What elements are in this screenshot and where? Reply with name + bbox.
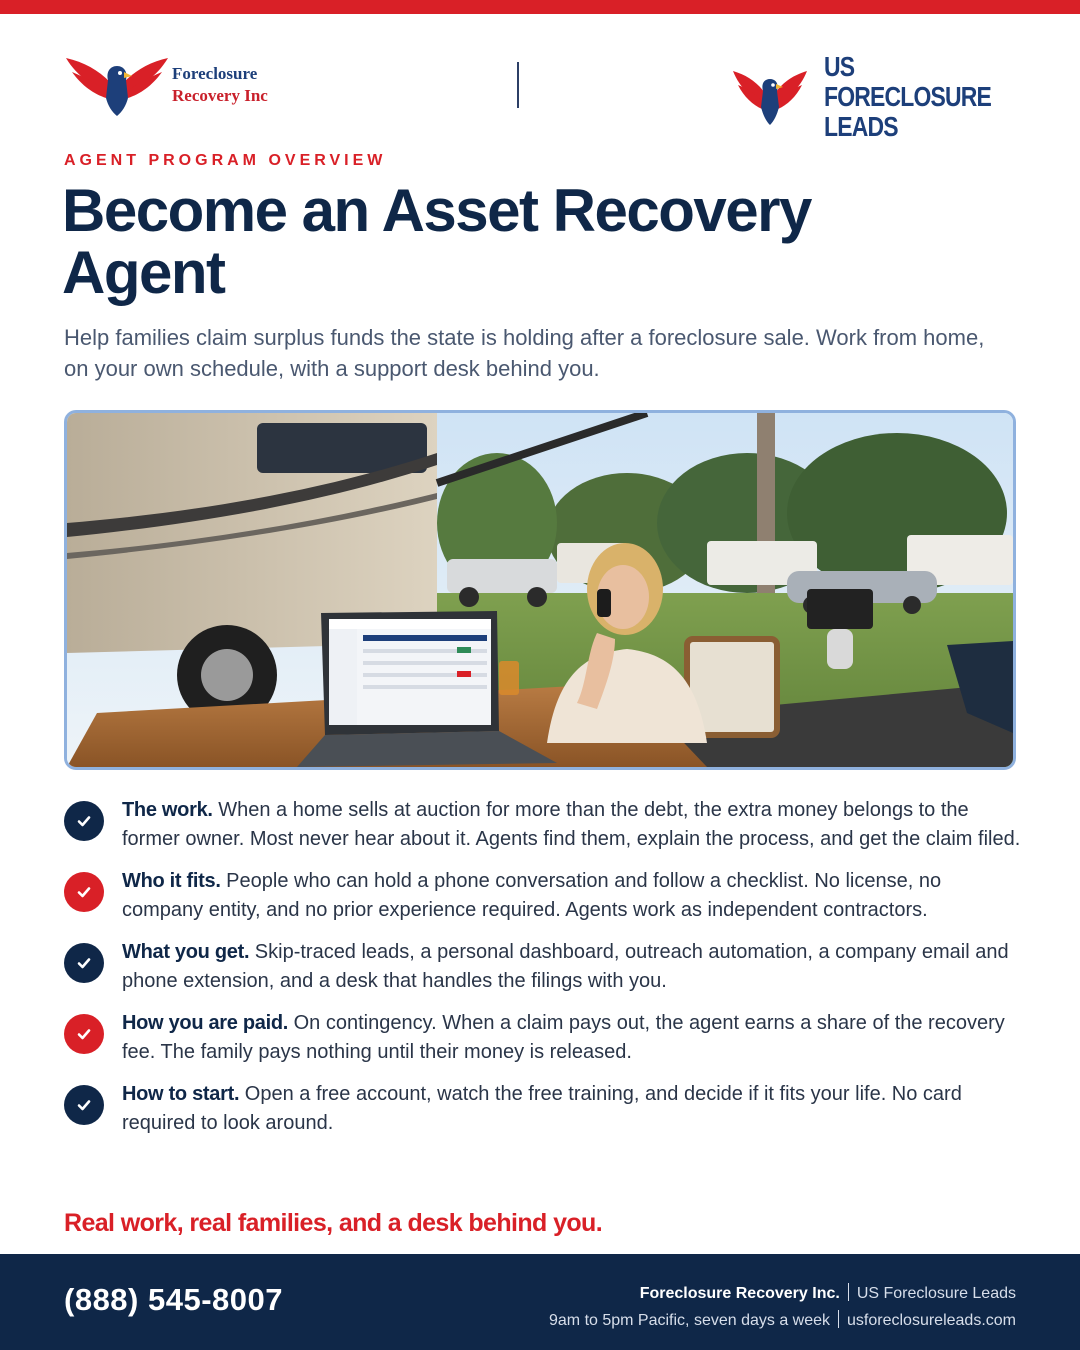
list-item-title: Who it fits.: [122, 870, 221, 892]
logo-left-line2: Recovery Inc: [172, 86, 268, 105]
page-subtitle: Help families claim surplus funds the state is holding after a foreclosure sale. Work from home, on your own schedule, with a support desk behind you.: [64, 325, 985, 381]
footer-separator: [848, 1283, 849, 1301]
logo-foreclosure-recovery: [64, 52, 268, 118]
list-item-text: [122, 1009, 1024, 1066]
top-accent-bar: [0, 0, 1080, 14]
check-icon: [64, 801, 104, 841]
hero-photo-illustration: [67, 413, 1013, 767]
check-icon: [64, 872, 104, 912]
list-item: [64, 867, 1024, 924]
check-icon: [64, 1014, 104, 1054]
phone-number[interactable]: (888) 545-8007: [64, 1282, 283, 1317]
list-item-body: When a home sells at auction for more than the debt, the extra money belongs to the former owner. Most never hear about it. Agents find them, explain the process, and get the claim filed.: [122, 799, 1021, 850]
list-item-title: How you are paid.: [122, 1012, 289, 1034]
list-item-title: What you get.: [122, 941, 250, 963]
page-title: [62, 177, 982, 306]
footer-separator: [838, 1310, 839, 1328]
list-item-text: [122, 867, 1024, 924]
eyebrow-label: AGENT PROGRAM OVERVIEW: [64, 152, 387, 169]
list-item: [64, 938, 1024, 995]
footer-hours: 9am to 5pm Pacific, seven days a week: [549, 1312, 831, 1329]
list-item-body: On contingency. When a claim pays out, the agent earns a share of the recovery fee. The family pays nothing until their money is released.: [122, 1012, 1005, 1063]
logo-left-line1: Foreclosure: [172, 64, 258, 83]
feature-list: [64, 796, 1024, 1151]
hero-photo: [64, 410, 1016, 770]
list-item-body: People who can hold a phone conversation and follow a checklist. No license, no company entity, and no prior experience required. Agents work as independent contractors.: [122, 870, 942, 921]
eagle-icon: [64, 52, 170, 118]
footer-line1: [549, 1280, 1016, 1307]
footer-info: [549, 1280, 1016, 1334]
logo-right-line1: US FORECLOSURE: [824, 51, 992, 112]
list-item-title: The work.: [122, 799, 213, 821]
footer-brand: US Foreclosure Leads: [856, 1285, 1016, 1302]
tagline: Real work, real families, and a desk behind you.: [64, 1209, 603, 1237]
list-item-text: [122, 796, 1024, 853]
footer-website[interactable]: usforeclosureleads.com: [847, 1312, 1016, 1329]
eagle-icon: [732, 67, 808, 127]
list-item-text: [122, 1080, 1024, 1137]
check-icon: [64, 1085, 104, 1125]
list-item: [64, 796, 1024, 853]
footer-company: Foreclosure Recovery Inc.: [639, 1285, 840, 1302]
page-title-line2: Agent: [62, 239, 225, 306]
list-item-text: [122, 938, 1024, 995]
list-item: [64, 1080, 1024, 1137]
logo-right-line2: LEADS: [824, 111, 898, 142]
logo-us-foreclosure-leads: [732, 52, 1014, 142]
list-item-body: Open a free account, watch the free training, and decide if it fits your life. No card required to look around.: [122, 1083, 962, 1134]
list-item-body: Skip-traced leads, a personal dashboard, outreach automation, a company email and phone extension, and a desk that handles the filings with you.: [122, 941, 1009, 992]
footer: [0, 1254, 1080, 1350]
footer-line2: [549, 1307, 1016, 1334]
check-icon: [64, 943, 104, 983]
page-title-line1: Become an Asset Recovery: [62, 177, 811, 244]
list-item-title: How to start.: [122, 1083, 240, 1105]
header-divider: [517, 62, 519, 108]
list-item: [64, 1009, 1024, 1066]
